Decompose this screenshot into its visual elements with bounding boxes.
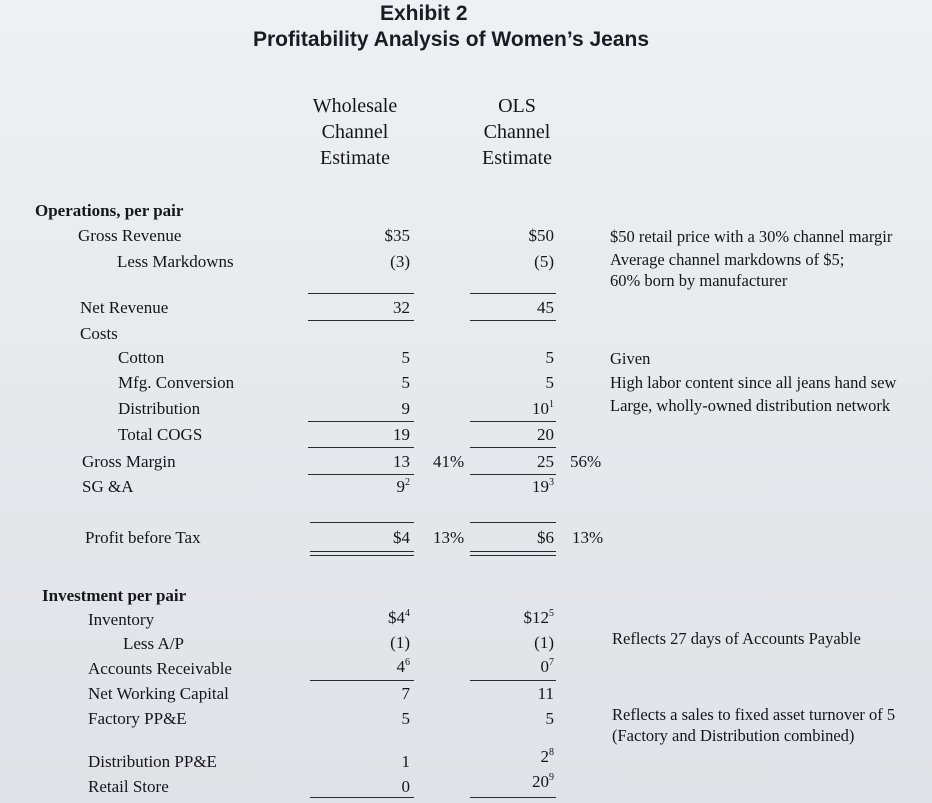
rule-wholesale-net (308, 293, 414, 294)
note-distribution: Large, wholly-owned distribution network (610, 396, 891, 415)
value: 19 (532, 477, 549, 496)
column-header-ols (437, 93, 597, 171)
section-operations: Operations, per pair (35, 201, 184, 220)
note-markdowns-line2: 60% born by manufacturer (610, 271, 788, 290)
wholesale-gross-margin: 13 (393, 452, 410, 471)
ols-factory-ppe: 5 (545, 709, 554, 728)
wholesale-cotton: 5 (401, 348, 410, 367)
label-gross-margin: Gross Margin (82, 452, 176, 471)
wholesale-distribution: 9 (401, 399, 410, 418)
rule-wholesale-cogs (308, 421, 414, 422)
wholesale-sga (340, 477, 410, 497)
footnote-mark: 4 (405, 608, 410, 619)
rule-ols-margin (470, 474, 556, 475)
column-header-line: Estimate (482, 147, 552, 169)
rule-wholesale-net-under (308, 320, 414, 321)
footnote-mark: 9 (549, 772, 554, 783)
label-cotton: Cotton (118, 348, 165, 367)
ols-gross-revenue: $50 (528, 226, 554, 245)
rule-wholesale-pbt-double2 (310, 555, 414, 556)
footnote-mark: 7 (549, 657, 554, 668)
ols-profit-pct: 13% (572, 528, 604, 547)
label-distribution: Distribution (118, 399, 201, 418)
wholesale-less-ap: (1) (390, 633, 410, 652)
wholesale-retail-store: 0 (401, 777, 410, 796)
footnote-mark: 3 (549, 477, 554, 488)
label-accounts-receivable: Accounts Receivable (88, 659, 232, 678)
ols-gross-margin: 25 (537, 452, 554, 471)
wholesale-less-markdowns: (3) (390, 252, 410, 271)
ols-distribution-ppe (484, 747, 554, 767)
value: $4 (388, 608, 405, 627)
ols-less-markdowns: (5) (534, 252, 554, 271)
rule-ols-pbt-double1 (470, 551, 556, 552)
note-mfg-conversion: High labor content since all jeans hand sew (610, 373, 897, 392)
rule-ols-cogs-under (470, 447, 556, 448)
column-header-line: Channel (321, 121, 389, 143)
exhibit-label: Exhibit 2 (380, 2, 468, 25)
ols-net-revenue: 45 (537, 298, 554, 317)
ols-sga (484, 477, 554, 497)
wholesale-net-revenue: 32 (393, 298, 410, 317)
note-factory-ppe-line1: Reflects a sales to fixed asset turnover of 5 (612, 705, 896, 724)
ols-profit-before-tax: $6 (537, 528, 554, 547)
section-investment: Investment per pair (42, 586, 187, 605)
value: 9 (396, 477, 405, 496)
ols-retail-store (484, 772, 554, 792)
ols-less-ap: (1) (534, 633, 554, 652)
ols-gross-margin-pct: 56% (570, 452, 602, 471)
rule-ols-pbt-double2 (470, 555, 556, 556)
value: 20 (532, 772, 549, 791)
note-cotton: Given (610, 349, 651, 368)
value: 4 (396, 657, 405, 676)
ols-total-cogs: 20 (537, 425, 554, 444)
rule-wholesale-bottom (310, 797, 414, 798)
wholesale-distribution-ppe: 1 (401, 752, 410, 771)
footnote-mark: 6 (405, 657, 410, 668)
value: 2 (540, 747, 549, 766)
value: 0 (540, 657, 549, 676)
rule-wholesale-pbt-double1 (310, 551, 414, 552)
ols-distribution (484, 399, 554, 419)
footnote-mark: 8 (549, 747, 554, 758)
footnote-mark: 2 (405, 477, 410, 488)
label-inventory: Inventory (88, 610, 155, 629)
label-net-revenue: Net Revenue (80, 298, 169, 317)
wholesale-mfg-conversion: 5 (401, 373, 410, 392)
rule-wholesale-nwc (310, 680, 414, 681)
label-net-working-capital: Net Working Capital (88, 684, 229, 703)
footnote-mark: 1 (549, 399, 554, 410)
wholesale-profit-before-tax: $4 (393, 528, 410, 547)
label-sga: SG &A (82, 477, 134, 496)
column-header-line: Channel (483, 121, 551, 143)
value: 10 (532, 399, 549, 418)
rule-wholesale-pbt (310, 522, 414, 523)
note-gross-revenue: $50 retail price with a 30% channel margir (610, 227, 893, 246)
wholesale-profit-pct: 13% (433, 528, 465, 547)
rule-ols-nwc (470, 680, 556, 681)
label-total-cogs: Total COGS (118, 425, 203, 444)
wholesale-factory-ppe: 5 (401, 709, 410, 728)
page-title: Profitability Analysis of Women’s Jeans (253, 28, 649, 51)
label-less-markdowns: Less Markdowns (117, 252, 234, 271)
note-factory-ppe-line2: (Factory and Distribution combined) (612, 726, 855, 745)
label-profit-before-tax: Profit before Tax (85, 528, 201, 547)
wholesale-accounts-receivable (340, 657, 410, 677)
ols-inventory (484, 608, 554, 628)
footnote-mark: 5 (549, 608, 554, 619)
label-less-ap: Less A/P (123, 634, 184, 653)
rule-ols-net (470, 293, 556, 294)
wholesale-total-cogs: 19 (393, 425, 410, 444)
rule-ols-bottom (470, 797, 556, 798)
ols-accounts-receivable (484, 657, 554, 677)
column-header-wholesale (275, 93, 435, 171)
rule-ols-pbt (470, 522, 556, 523)
rule-ols-net-under (470, 320, 556, 321)
label-retail-store: Retail Store (88, 777, 169, 796)
column-header-line: Wholesale (312, 95, 398, 117)
label-factory-ppe: Factory PP&E (88, 709, 187, 728)
column-header-line: OLS (498, 95, 536, 117)
rule-wholesale-cogs-under (308, 447, 414, 448)
label-gross-revenue: Gross Revenue (78, 226, 182, 245)
rule-wholesale-margin (308, 474, 414, 475)
value: $12 (523, 608, 549, 627)
wholesale-gross-revenue: $35 (384, 226, 410, 245)
ols-mfg-conversion: 5 (545, 373, 554, 392)
wholesale-net-working-capital: 7 (401, 684, 410, 703)
ols-net-working-capital: 11 (537, 684, 554, 703)
label-costs: Costs (80, 324, 118, 343)
note-less-ap: Reflects 27 days of Accounts Payable (612, 629, 861, 648)
label-mfg-conversion: Mfg. Conversion (118, 373, 235, 392)
label-distribution-ppe: Distribution PP&E (88, 752, 217, 771)
note-markdowns-line1: Average channel markdowns of $5; (610, 250, 845, 269)
wholesale-inventory (340, 608, 410, 628)
column-header-line: Estimate (320, 147, 390, 169)
rule-ols-cogs (470, 421, 556, 422)
wholesale-gross-margin-pct: 41% (433, 452, 465, 471)
ols-cotton: 5 (545, 348, 554, 367)
